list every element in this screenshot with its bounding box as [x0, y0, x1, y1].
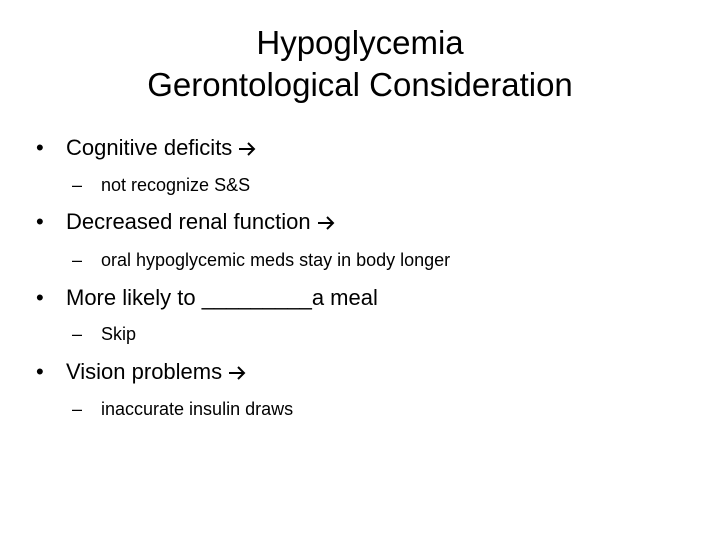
bullet-text: Vision problems: [66, 359, 223, 384]
sub-bullet-text: not recognize S&S: [101, 175, 251, 195]
bullet-dot: •: [36, 135, 44, 160]
right-arrow-icon: [317, 216, 335, 230]
bullet-dot: •: [36, 359, 44, 384]
bullet-skip-meal: [36, 285, 378, 311]
bullet-cognitive-deficits: [36, 135, 256, 161]
bullet-text: Cognitive deficits: [66, 135, 233, 160]
bullet-text: Decreased renal function: [66, 209, 311, 234]
title-line-2: Gerontological Consideration: [147, 66, 573, 103]
sub-bullet-not-recognize: [72, 174, 250, 196]
sub-bullet-dash: –: [72, 399, 83, 419]
sub-bullet-inaccurate-insulin: [72, 398, 293, 420]
sub-bullet-text: Skip: [101, 324, 137, 344]
right-arrow-icon: [228, 366, 246, 380]
sub-bullet-text: inaccurate insulin draws: [101, 399, 294, 419]
bullet-dot: •: [36, 209, 44, 234]
sub-bullet-oral-meds: [72, 249, 450, 271]
right-arrow-icon: [238, 142, 256, 156]
sub-bullet-text: oral hypoglycemic meds stay in body longer: [101, 250, 451, 270]
bullet-dot: •: [36, 285, 44, 310]
title-line-1: Hypoglycemia: [256, 24, 464, 61]
bullet-decreased-renal-function: [36, 209, 335, 235]
sub-bullet-skip: [72, 323, 136, 345]
bullet-vision-problems: [36, 359, 246, 385]
sub-bullet-dash: –: [72, 324, 83, 344]
bullet-text: More likely to _________a meal: [66, 285, 378, 310]
sub-bullet-dash: –: [72, 250, 83, 270]
sub-bullet-dash: –: [72, 175, 83, 195]
slide-title: [0, 22, 720, 106]
